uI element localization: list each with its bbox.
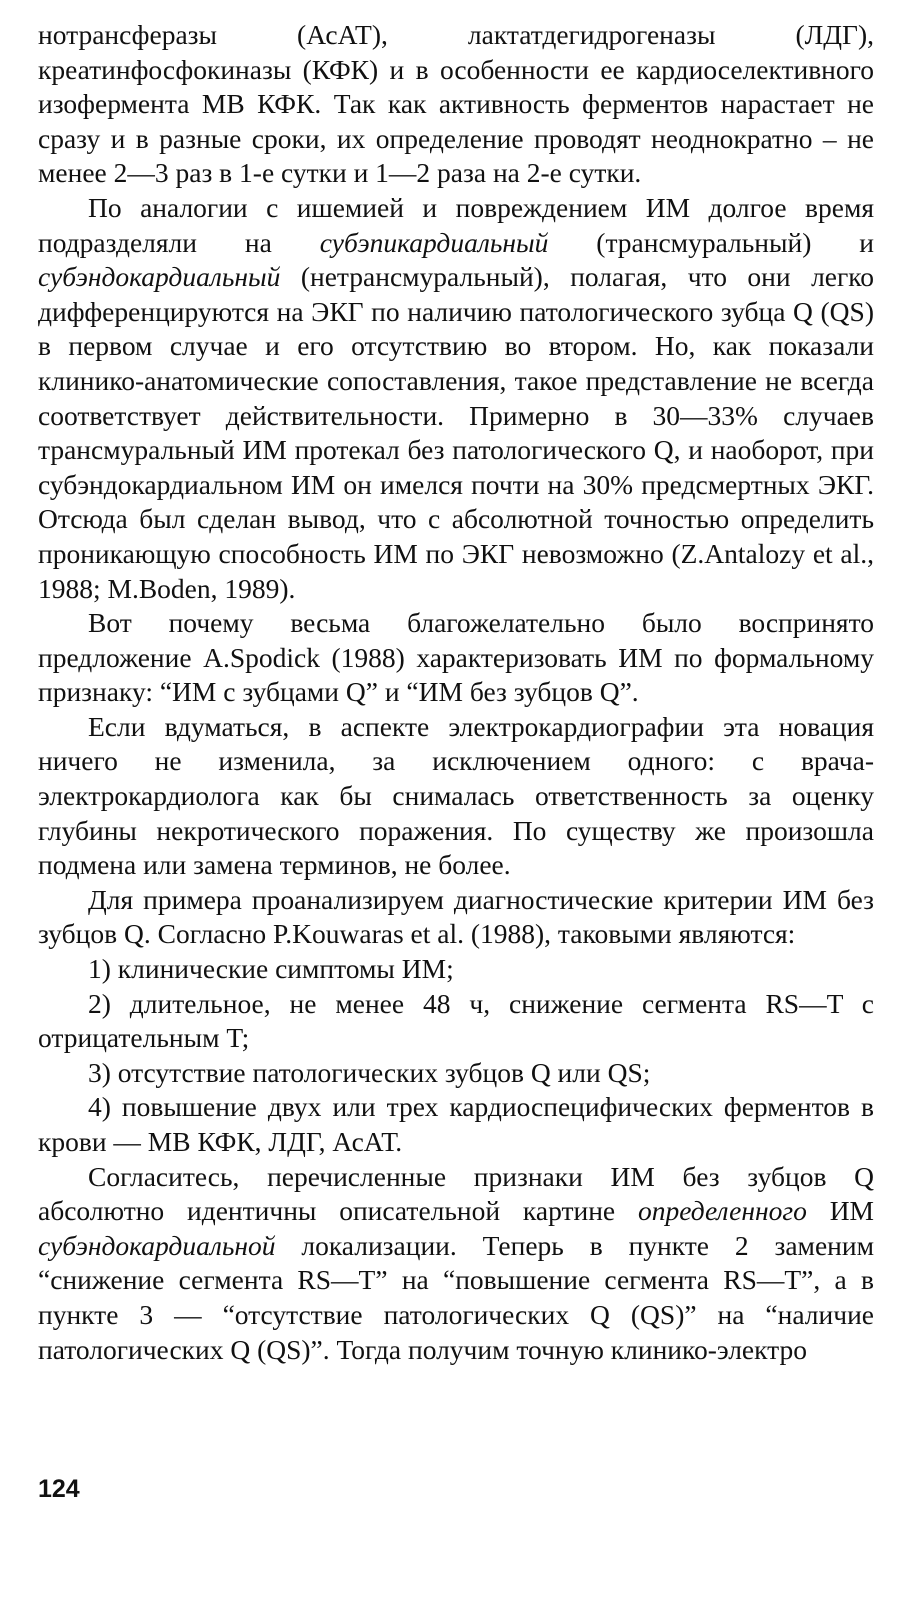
text-segment: нотрансферазы (АсАТ), лактатдегидрогеназы (ЛДГ), креатинфосфокиназы (КФК) и в особенности ее кардиоселективного изофермента МВ КФК. Так как активность ферментов нарастает не сразу и в разные сроки, их определение проводят неоднократно – не менее 2—3 раз в 1-е сутки и 1—2 раза на 2-е сутки.: [38, 19, 874, 189]
italic-term: субэпикардиальный: [319, 226, 549, 258]
paragraph: [38, 191, 874, 606]
list-item: [38, 1090, 874, 1159]
text-segment: (нетрансмуральный), полагая, что они легко дифференцируются на ЭКГ по наличию патологического зубца Q (QS) в первом случае и его отсутствию во втором. Но, как показали клинико-анатомические сопоставления, такое представление не всегда соответствует действительности. Примерно в 30—33% случаев трансмуральный ИМ протекал без патологического Q, и наоборот, при субэндокардиальном ИМ он имелся почти на 30% предсмертных ЭКГ. Отсюда был сделан вывод, что с абсолютной точностью определить проникающую способность ИМ по ЭКГ невозможно (Z.Antalozy et al., 1988; M.Boden, 1989).: [38, 261, 874, 604]
text-segment: Если вдуматься, в аспекте электрокардиографии эта новация ничего не изменила, за исключением одного: с врача-электрокардиолога как бы снималась ответственность за оценку глубины некротического поражения. По существу же произошла подмена или замена терминов, не более.: [38, 710, 874, 881]
text-segment: локализации. Теперь в пункте 2 заменим “снижение сегмента RS—T” на “повышение сегмента RS—T”, а в пункте 3 — “отсутствие патологических Q (QS)” на “наличие патологических Q (QS)”. Тогда получим точную клинико-электро: [38, 1229, 874, 1365]
text-segment: (трансмуральный) и: [548, 226, 874, 258]
list-item: [38, 1056, 874, 1091]
page-body: [38, 18, 874, 1367]
paragraph-continuation: [38, 18, 874, 191]
paragraph: [38, 606, 874, 710]
text-segment: 1) клинические симптомы ИМ;: [88, 953, 454, 985]
paragraph: [38, 1160, 874, 1368]
italic-term: субэндокардиальный: [38, 261, 281, 293]
list-item: [38, 952, 874, 987]
text-segment: 4) повышение двух или трех кардиоспецифических ферментов в крови — МВ КФК, ЛДГ, АсАТ.: [38, 1091, 874, 1157]
text-segment: 2) длительное, не менее 48 ч, снижение сегмента RS—T с отрицательным T;: [38, 987, 874, 1054]
italic-term: определенного: [637, 1195, 807, 1227]
list-item: [38, 987, 874, 1056]
paragraph: [38, 710, 874, 883]
page-number: 124: [38, 1475, 80, 1503]
italic-term: субэндокардиальной: [38, 1229, 276, 1261]
text-segment: Для примера проанализируем диагностические критерии ИМ без зубцов Q. Согласно P.Kouwaras et al. (1988), таковыми являются:: [38, 883, 874, 950]
text-segment: 3) отсутствие патологических зубцов Q или QS;: [88, 1056, 651, 1088]
text-segment: Вот почему весьма благожелательно было воспринято предложение A.Spodick (1988) характеризовать ИМ по формальному признаку: “ИМ с зубцами Q” и “ИМ без зубцов Q”.: [38, 607, 874, 708]
text-segment: Согласитесь, перечисленные признаки ИМ без зубцов Q абсолютно идентичны описательной картине: [38, 1160, 874, 1227]
paragraph: [38, 883, 874, 952]
text-segment: ИМ: [806, 1195, 875, 1227]
text-segment: По аналогии с ишемией и повреждением ИМ долгое время подразделяли на: [38, 191, 874, 258]
